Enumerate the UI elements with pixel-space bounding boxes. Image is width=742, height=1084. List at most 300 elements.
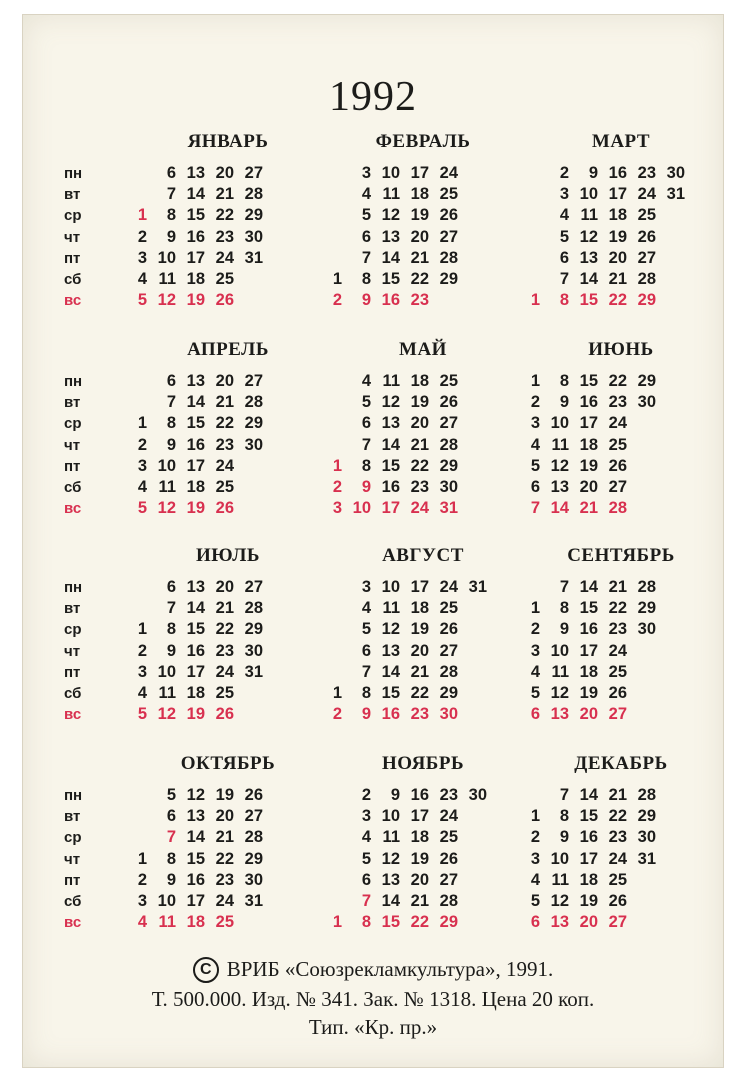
day-number: 4 <box>530 870 540 889</box>
day-number: 12 <box>381 849 400 868</box>
day-number: 17 <box>381 499 400 518</box>
weekday-label: чт <box>64 436 81 454</box>
day-number: 1 <box>137 849 147 868</box>
day-number: 14 <box>550 499 569 518</box>
day-number: 5 <box>166 786 176 804</box>
day-number: 22 <box>215 206 234 225</box>
day-number: 26 <box>439 849 458 868</box>
day-number: 19 <box>410 206 429 225</box>
day-number: 10 <box>157 248 176 267</box>
day-number: 29 <box>244 849 263 868</box>
day-number: 23 <box>410 478 429 496</box>
day-number: 11 <box>158 684 176 702</box>
weekday-label: ср <box>64 207 82 225</box>
copyright-icon: C <box>193 957 219 983</box>
day-number: 28 <box>439 435 458 454</box>
day-number: 20 <box>410 414 429 433</box>
day-number: 22 <box>608 291 627 310</box>
day-number: 30 <box>244 227 263 246</box>
day-number: 3 <box>361 578 371 596</box>
day-number: 23 <box>215 435 234 454</box>
day-number: 15 <box>381 684 400 702</box>
day-number: 22 <box>215 849 234 868</box>
day-number: 19 <box>579 892 598 910</box>
weekday-label: вс <box>64 292 82 310</box>
day-number: 1 <box>332 684 342 702</box>
day-number: 24 <box>410 499 429 518</box>
month-days <box>118 785 338 945</box>
day-number: 21 <box>608 270 627 288</box>
day-number: 19 <box>579 684 598 702</box>
weekday-label: пн <box>64 373 83 390</box>
day-number: 25 <box>608 662 627 681</box>
day-number: 9 <box>166 870 176 889</box>
day-number: 10 <box>157 662 176 681</box>
day-number: 17 <box>410 578 429 596</box>
day-number: 27 <box>608 478 627 496</box>
day-number: 7 <box>166 185 176 204</box>
day-number: 3 <box>137 248 147 267</box>
month-title: ИЮНЬ <box>588 339 654 360</box>
day-number: 13 <box>381 227 400 246</box>
day-number: 6 <box>166 807 176 826</box>
day-number: 22 <box>608 599 627 618</box>
day-number: 24 <box>215 248 234 267</box>
day-number: 21 <box>410 892 429 910</box>
day-number: 28 <box>637 270 656 288</box>
day-number: 2 <box>137 641 147 660</box>
day-number: 8 <box>166 206 176 225</box>
weekday-label: вс <box>64 500 82 518</box>
day-number: 28 <box>637 578 656 596</box>
day-number: 4 <box>530 435 540 454</box>
day-number: 6 <box>166 372 176 390</box>
day-number: 17 <box>608 185 627 204</box>
day-number: 24 <box>439 578 458 596</box>
day-number: 30 <box>637 828 656 847</box>
month-title: АПРЕЛЬ <box>187 339 269 360</box>
day-number: 27 <box>439 641 458 660</box>
day-number: 16 <box>186 435 205 454</box>
day-number: 29 <box>439 684 458 702</box>
day-number: 9 <box>390 786 400 804</box>
day-number: 5 <box>137 705 147 724</box>
day-number: 23 <box>608 393 627 412</box>
day-number: 10 <box>157 892 176 910</box>
day-number: 3 <box>332 499 342 518</box>
day-number: 1 <box>332 270 342 288</box>
month-block <box>118 545 338 745</box>
day-number: 4 <box>361 372 371 390</box>
day-number: 10 <box>579 185 598 204</box>
month-days <box>118 577 338 737</box>
month-block <box>313 753 533 953</box>
day-number: 26 <box>215 499 234 518</box>
day-number: 6 <box>166 578 176 596</box>
day-number: 14 <box>381 892 400 910</box>
day-number: 24 <box>215 456 234 475</box>
month-title: ДЕКАБРЬ <box>574 753 668 774</box>
day-number: 16 <box>410 786 429 804</box>
day-number: 2 <box>332 478 342 496</box>
day-number: 12 <box>381 206 400 225</box>
day-number: 30 <box>637 393 656 412</box>
day-number: 31 <box>439 499 458 518</box>
day-number: 28 <box>244 185 263 204</box>
day-number: 25 <box>637 206 656 225</box>
day-number: 19 <box>410 849 429 868</box>
weekday-label: вт <box>64 600 81 618</box>
day-number: 27 <box>608 705 627 724</box>
day-number: 25 <box>439 599 458 618</box>
day-number: 26 <box>608 892 627 910</box>
month-title: ИЮЛЬ <box>196 545 260 566</box>
day-number: 6 <box>530 705 540 724</box>
day-number: 20 <box>579 913 598 932</box>
day-number: 8 <box>166 414 176 433</box>
day-number: 5 <box>530 892 540 910</box>
day-number: 3 <box>137 892 147 910</box>
day-number: 19 <box>579 456 598 475</box>
day-number: 31 <box>244 248 263 267</box>
day-number: 30 <box>244 435 263 454</box>
day-number: 29 <box>439 456 458 475</box>
day-number: 3 <box>530 849 540 868</box>
month-days <box>313 577 533 737</box>
day-number: 4 <box>361 185 371 204</box>
weekday-label: вс <box>64 706 82 724</box>
day-number: 1 <box>137 620 147 639</box>
day-number: 22 <box>215 620 234 639</box>
day-number: 1 <box>530 599 540 618</box>
day-number: 7 <box>361 892 371 910</box>
day-number: 30 <box>439 705 458 724</box>
day-number: 29 <box>439 270 458 288</box>
day-number: 30 <box>637 620 656 639</box>
day-number: 24 <box>215 892 234 910</box>
day-number: 18 <box>579 435 598 454</box>
day-number: 9 <box>361 705 371 724</box>
day-number: 29 <box>637 807 656 826</box>
day-number: 22 <box>215 414 234 433</box>
day-number: 17 <box>410 164 429 182</box>
day-number: 17 <box>579 849 598 868</box>
day-number: 15 <box>381 456 400 475</box>
day-number: 5 <box>361 849 371 868</box>
day-number: 19 <box>608 227 627 246</box>
day-number: 21 <box>410 248 429 267</box>
day-number: 21 <box>608 578 627 596</box>
day-number: 27 <box>244 807 263 826</box>
day-number: 21 <box>215 828 234 847</box>
day-number: 21 <box>579 499 598 518</box>
day-number: 14 <box>579 270 598 288</box>
day-number: 25 <box>215 684 234 702</box>
day-number: 30 <box>439 478 458 496</box>
month-title: ЯНВАРЬ <box>187 131 269 152</box>
day-number: 27 <box>608 913 627 932</box>
day-number: 4 <box>137 684 147 702</box>
day-number: 13 <box>550 478 569 496</box>
day-number: 20 <box>215 807 234 826</box>
day-number: 21 <box>608 786 627 804</box>
day-number: 10 <box>550 641 569 660</box>
day-number: 13 <box>579 248 598 267</box>
weekday-label: пт <box>64 871 81 889</box>
day-number: 12 <box>550 456 569 475</box>
day-number: 12 <box>186 786 205 804</box>
month-title: ФЕВРАЛЬ <box>375 131 471 152</box>
day-number: 7 <box>361 662 371 681</box>
month-days <box>511 785 731 945</box>
day-number: 29 <box>244 620 263 639</box>
day-number: 8 <box>361 913 371 932</box>
weekday-label: чт <box>64 642 81 660</box>
day-number: 25 <box>215 478 234 496</box>
day-number: 12 <box>579 227 598 246</box>
day-number: 28 <box>439 248 458 267</box>
day-number: 17 <box>186 248 205 267</box>
day-number: 7 <box>166 828 176 847</box>
day-number: 18 <box>410 372 429 390</box>
day-number: 11 <box>551 662 569 681</box>
weekday-label: сб <box>64 479 82 496</box>
month-block <box>118 339 338 539</box>
day-number: 6 <box>166 164 176 182</box>
weekday-label: ср <box>64 415 82 433</box>
day-number: 11 <box>382 828 400 847</box>
day-number: 31 <box>666 185 685 204</box>
day-number: 17 <box>579 641 598 660</box>
day-number: 22 <box>410 270 429 288</box>
day-number: 6 <box>361 227 371 246</box>
day-number: 3 <box>530 414 540 433</box>
day-number: 23 <box>637 164 656 182</box>
day-number: 9 <box>166 641 176 660</box>
day-number: 12 <box>550 684 569 702</box>
month-block <box>511 131 731 331</box>
day-number: 18 <box>186 478 205 496</box>
day-number: 5 <box>137 291 147 310</box>
day-number: 24 <box>608 641 627 660</box>
day-number: 25 <box>439 828 458 847</box>
day-number: 31 <box>244 892 263 910</box>
day-number: 16 <box>381 291 400 310</box>
day-number: 25 <box>215 270 234 288</box>
day-number: 25 <box>439 185 458 204</box>
day-number: 15 <box>579 291 598 310</box>
month-days <box>118 371 338 531</box>
day-number: 30 <box>666 164 685 182</box>
weekday-label: ср <box>64 829 82 847</box>
day-number: 9 <box>361 291 371 310</box>
day-number: 18 <box>579 662 598 681</box>
day-number: 30 <box>468 786 487 804</box>
day-number: 24 <box>215 662 234 681</box>
day-number: 2 <box>332 705 342 724</box>
month-title: МАРТ <box>591 131 651 152</box>
day-number: 8 <box>361 684 371 702</box>
day-number: 23 <box>410 291 429 310</box>
day-number: 22 <box>410 684 429 702</box>
day-number: 7 <box>361 435 371 454</box>
day-number: 17 <box>186 892 205 910</box>
weekday-label: вт <box>64 394 81 412</box>
day-number: 8 <box>166 849 176 868</box>
month-days <box>313 371 533 531</box>
day-number: 12 <box>157 291 176 310</box>
day-number: 24 <box>608 414 627 433</box>
month-days <box>511 163 731 323</box>
month-title: ОКТЯБРЬ <box>180 753 276 774</box>
month-days <box>118 163 338 323</box>
calendar-card <box>22 14 724 1068</box>
day-number: 10 <box>381 578 400 596</box>
day-number: 23 <box>439 786 458 804</box>
day-number: 21 <box>215 599 234 618</box>
day-number: 14 <box>381 435 400 454</box>
day-number: 6 <box>361 641 371 660</box>
day-number: 3 <box>530 641 540 660</box>
day-number: 22 <box>608 372 627 390</box>
day-number: 25 <box>608 435 627 454</box>
day-number: 9 <box>559 393 569 412</box>
month-days <box>511 371 731 531</box>
day-number: 11 <box>158 270 176 288</box>
day-number: 17 <box>186 662 205 681</box>
day-number: 28 <box>244 828 263 847</box>
day-number: 16 <box>579 620 598 639</box>
weekday-label: сб <box>64 685 82 702</box>
day-number: 1 <box>530 807 540 826</box>
day-number: 13 <box>550 705 569 724</box>
day-number: 4 <box>137 478 147 496</box>
weekday-label: чт <box>64 228 81 246</box>
day-number: 1 <box>530 372 540 390</box>
day-number: 9 <box>166 435 176 454</box>
month-block <box>313 339 533 539</box>
day-number: 1 <box>137 414 147 433</box>
day-number: 10 <box>550 849 569 868</box>
day-number: 16 <box>579 828 598 847</box>
day-number: 12 <box>381 393 400 412</box>
day-number: 15 <box>186 620 205 639</box>
day-number: 31 <box>468 578 487 596</box>
weekday-label: пн <box>64 165 83 182</box>
day-number: 18 <box>608 206 627 225</box>
day-number: 5 <box>361 620 371 639</box>
month-title: МАЙ <box>399 339 447 360</box>
day-number: 14 <box>186 185 205 204</box>
day-number: 23 <box>215 641 234 660</box>
weekday-label: вт <box>64 808 81 826</box>
month-block <box>118 753 338 953</box>
day-number: 20 <box>410 641 429 660</box>
day-number: 21 <box>215 393 234 412</box>
day-number: 30 <box>244 641 263 660</box>
month-block <box>511 545 731 745</box>
day-number: 15 <box>579 599 598 618</box>
day-number: 8 <box>559 291 569 310</box>
weekday-label: пт <box>64 457 81 475</box>
day-number: 22 <box>410 913 429 932</box>
day-number: 19 <box>410 620 429 639</box>
day-number: 1 <box>332 913 342 932</box>
weekday-label: ср <box>64 621 82 639</box>
day-number: 29 <box>244 414 263 433</box>
day-number: 5 <box>559 227 569 246</box>
day-number: 29 <box>637 599 656 618</box>
day-number: 7 <box>559 786 569 804</box>
day-number: 29 <box>637 291 656 310</box>
month-days <box>313 163 533 323</box>
day-number: 29 <box>637 372 656 390</box>
day-number: 2 <box>137 227 147 246</box>
day-number: 15 <box>381 913 400 932</box>
day-number: 8 <box>559 372 569 390</box>
day-number: 26 <box>637 227 656 246</box>
day-number: 17 <box>186 456 205 475</box>
day-number: 5 <box>530 456 540 475</box>
day-number: 3 <box>137 662 147 681</box>
month-title: АВГУСТ <box>382 545 464 566</box>
day-number: 31 <box>637 849 656 868</box>
day-number: 20 <box>215 372 234 390</box>
day-number: 2 <box>361 786 371 804</box>
day-number: 11 <box>382 599 400 618</box>
day-number: 6 <box>361 414 371 433</box>
day-number: 18 <box>579 870 598 889</box>
day-number: 23 <box>410 705 429 724</box>
day-number: 11 <box>551 435 569 454</box>
day-number: 10 <box>157 456 176 475</box>
day-number: 4 <box>559 206 569 225</box>
year-title: 1992 <box>329 74 417 120</box>
day-number: 27 <box>439 414 458 433</box>
day-number: 26 <box>244 786 263 804</box>
day-number: 24 <box>608 849 627 868</box>
day-number: 4 <box>361 828 371 847</box>
day-number: 21 <box>410 662 429 681</box>
day-number: 19 <box>186 291 205 310</box>
day-number: 26 <box>439 620 458 639</box>
day-number: 14 <box>186 828 205 847</box>
day-number: 30 <box>244 870 263 889</box>
day-number: 9 <box>361 478 371 496</box>
day-number: 1 <box>530 291 540 310</box>
day-number: 5 <box>530 684 540 702</box>
day-number: 13 <box>550 913 569 932</box>
day-number: 8 <box>559 807 569 826</box>
day-number: 13 <box>186 807 205 826</box>
day-number: 16 <box>186 227 205 246</box>
day-number: 13 <box>381 641 400 660</box>
day-number: 12 <box>157 705 176 724</box>
day-number: 15 <box>186 206 205 225</box>
day-number: 29 <box>439 913 458 932</box>
day-number: 13 <box>186 578 205 596</box>
day-number: 2 <box>332 291 342 310</box>
day-number: 16 <box>381 478 400 496</box>
day-number: 31 <box>244 662 263 681</box>
month-block <box>313 131 533 331</box>
day-number: 11 <box>158 478 176 496</box>
day-number: 23 <box>608 828 627 847</box>
footer-line-3: Тип. «Кр. пр.» <box>308 1015 438 1039</box>
weekday-label: пн <box>64 579 83 596</box>
weekday-label: чт <box>64 850 81 868</box>
month-block <box>118 131 338 331</box>
